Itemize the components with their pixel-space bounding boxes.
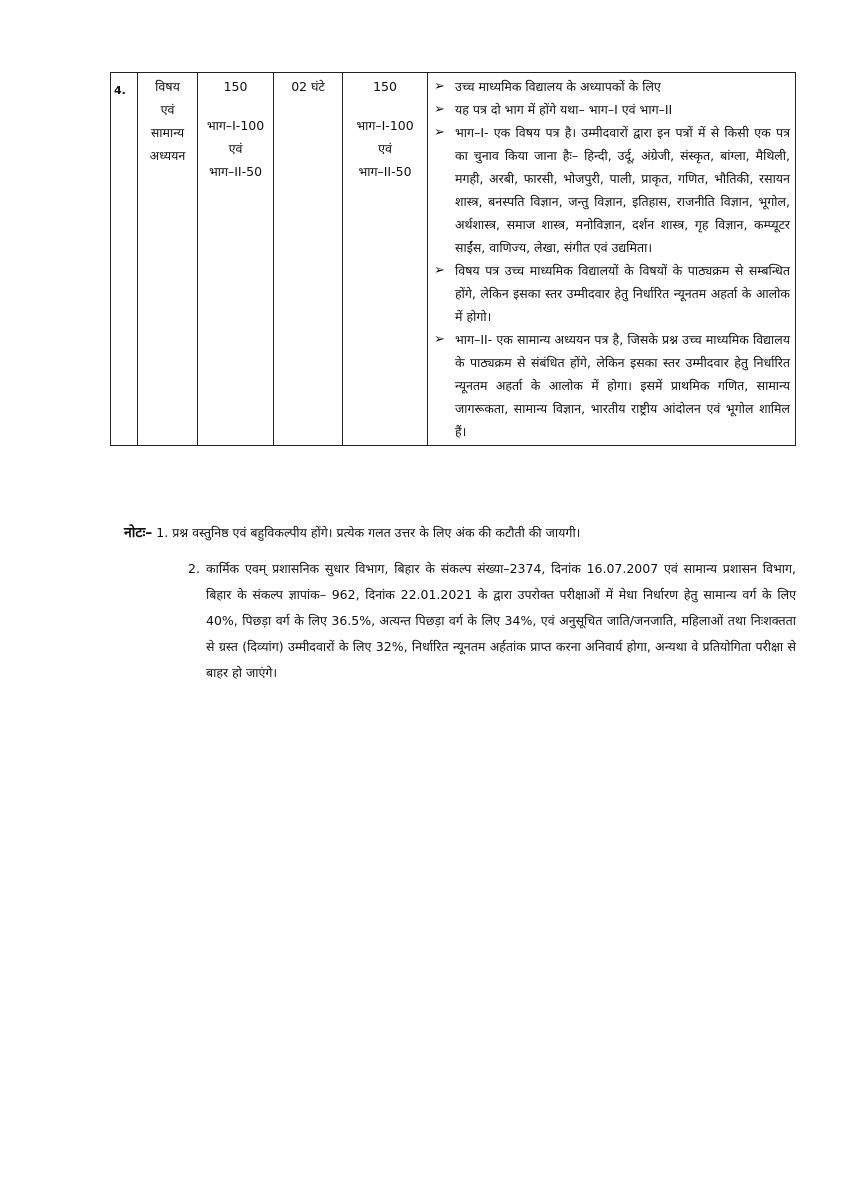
note-2-text: कार्मिक एवम् प्रशासनिक सुधार विभाग, बिहार के संकल्प संख्या–2374, दिनांक 16.07.2007 एवं सामान्य प्रशासन विभाग, बिहार के संकल्प ज्ञापांक– 962, दिनांक 22.01.2021 के द्वारा उपरोक्त परीक्षाओं में मेधा निर्धारण हेतु सामान्य वर्ग के लिए 40%, पिछड़ा वर्ग के लिए 36.5%, अत्यन्त पिछड़ा वर्ग के लिए 34%, एवं अनुसूचित जाति/जनजाति, महिलाओं तथा निःशक्तता से ग्रस्त (दिव्यांग) उम्मीदवारों के लिए 32%, निर्धारित न्यूनतम अर्हतांक प्राप्त करना अनिवार्य होगा, अन्यथा वे प्रतियोगिता परीक्षा से बाहर हो जाएंगे।	[206, 561, 796, 680]
arrow-bullet-icon: ➢	[434, 79, 445, 94]
marks-split-line: एवं	[228, 141, 243, 156]
remark-text: भाग–I- एक विषय पत्र है। उम्मीदवारों द्वारा इन पत्रों में से किसी एक पत्र का चुनाव किया जाना हैः– हिन्दी, उर्दू, अंग्रेजी, संस्कृत, बांग्ला, मैथिली, मगही, अरबी, फारसी, भोजपुरी, पाली, प्राकृत, गणित, भौतिकी, रसायन शास्त्र, बनस्पति विज्ञान, जन्तु विज्ञान, इतिहास, राजनीति विज्ञान, भूगोल, अर्थशास्त्र, समाज शास्त्र, मनोविज्ञान, दर्शन शास्त्र, गृह विज्ञान, कम्प्यूटर साईंस, वाणिज्य, लेखा, संगीत एवं उद्यमिता।	[455, 125, 790, 255]
qualifying-split-line: भाग–I-100	[356, 118, 414, 133]
subject-line: एवं	[160, 102, 175, 117]
full-marks-cell	[198, 73, 274, 446]
list-item	[431, 75, 792, 98]
note-2-number: 2.	[188, 561, 200, 576]
qualifying-marks: 150	[373, 79, 397, 94]
marks-split-line: भाग–II-50	[208, 164, 263, 179]
duration-cell	[274, 73, 343, 446]
note-2	[124, 556, 796, 686]
arrow-bullet-icon: ➢	[434, 263, 445, 278]
list-item	[431, 121, 792, 259]
qualifying-marks-cell	[343, 73, 428, 446]
subject-cell	[138, 73, 198, 446]
remark-text: उच्च माध्यमिक विद्यालय के अध्यापकों के लिए	[455, 79, 661, 94]
qualifying-split-line: भाग–II-50	[358, 164, 412, 179]
remark-text: यह पत्र दो भाग में होंगे यथा– भाग–I एवं भाग–II	[455, 102, 673, 117]
full-marks: 150	[223, 79, 248, 94]
arrow-bullet-icon: ➢	[434, 125, 445, 140]
subject-line: अध्ययन	[149, 148, 186, 163]
arrow-bullet-icon: ➢	[434, 332, 445, 347]
note-1-text: प्रश्न वस्तुनिष्ठ एवं बहुविकल्पीय होंगे। प्रत्येक गलत उत्तर के लिए अंक की कटौती की जायगी।	[172, 525, 581, 540]
remark-text: भाग–II- एक सामान्य अध्ययन पत्र है, जिसके प्रश्न उच्च माध्यमिक विद्यालय के पाठ्यक्रम से संबंधित होंगे, लेकिन इसका स्तर उम्मीदवार हेतु निर्धारित न्यूनतम अहर्ता के आलोक में होगा। इसमें प्राथमिक गणित, सामान्य जागरूकता, सामान्य विज्ञान, भारतीय राष्ट्रीय आंदोलन एवं भूगोल शामिल हैं।	[455, 332, 790, 439]
list-item	[431, 259, 792, 328]
exam-scheme-table	[110, 72, 796, 446]
list-item	[431, 98, 792, 121]
note-1	[124, 522, 796, 544]
subject-line: विषय	[155, 79, 180, 94]
remarks-list	[431, 75, 792, 443]
remark-text: विषय पत्र उच्च माध्यमिक विद्यालयों के विषयों के पाठ्यक्रम से सम्बन्धित होंगे, लेकिन इसका स्तर उम्मीदवार हेतु निर्धारित न्यूनतम अहर्ता के आलोक में होगो।	[455, 263, 790, 324]
remarks-cell	[428, 73, 796, 446]
qualifying-split-line: एवं	[378, 141, 392, 156]
subject-line: सामान्य	[150, 125, 185, 140]
duration: 02 घंटे	[291, 79, 325, 94]
table-row	[111, 73, 796, 446]
notes-section	[124, 522, 796, 686]
marks-split-line: भाग–I-100	[206, 118, 265, 133]
row-number: 4.	[111, 73, 138, 446]
list-item	[431, 328, 792, 443]
note-1-number: 1.	[156, 525, 169, 540]
notes-label: नोटः–	[124, 525, 153, 541]
arrow-bullet-icon: ➢	[434, 102, 445, 117]
